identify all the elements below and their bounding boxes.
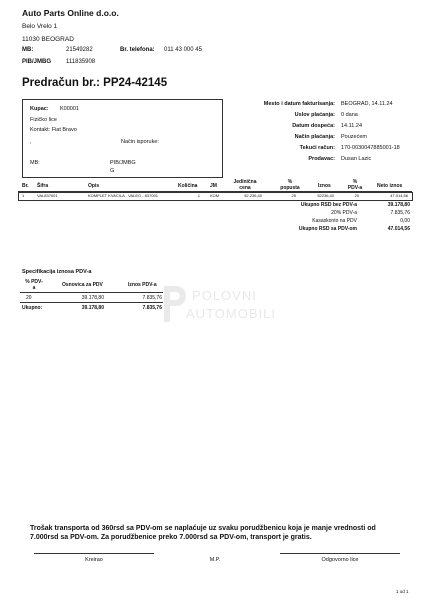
row-br: 1 bbox=[22, 193, 25, 198]
vat-header-rule bbox=[20, 292, 163, 293]
watermark-logo bbox=[160, 282, 280, 332]
signature-line-right bbox=[280, 553, 400, 554]
company-phone-label: Br. telefona: bbox=[120, 47, 155, 53]
meta-label-0: Mesto i datum fakturisanja: bbox=[263, 101, 335, 107]
watermark-line1: POLOVNI bbox=[192, 288, 257, 303]
row-sifra: VAL837001 bbox=[37, 193, 58, 198]
meta-value-1: 0 dana bbox=[341, 112, 358, 118]
watermark-line2: AUTOMOBILI bbox=[186, 306, 276, 321]
vat-col-rate-1: % PDV- bbox=[25, 279, 43, 285]
col-popust-2: popusta bbox=[280, 185, 300, 191]
document-title: Predračun br.: PP24-42145 bbox=[22, 77, 168, 89]
buyer-pib-label: PIB/JMBG bbox=[110, 160, 136, 166]
buyer-code: K00001 bbox=[60, 106, 79, 112]
col-jed-cena-1: Jedinična bbox=[233, 179, 257, 185]
buyer-person: Fizičko lice bbox=[30, 117, 57, 123]
row-popust: 25 bbox=[291, 193, 296, 198]
col-pdv-1: % bbox=[352, 179, 358, 185]
company-pib-value: 111835908 bbox=[66, 59, 96, 65]
company-name: Auto Parts Online d.o.o. bbox=[22, 8, 119, 18]
buyer-contact: Kontakt: Fiat Bravo bbox=[30, 127, 77, 133]
transport-notice: Trošak transporta od 360rsd sa PDV-om se naplaćuje uz svaku porudžbenicu koja je manje vrednosti od 7.000rsd sa PDV-om. Za porudžbenice preko 7.000rsd sa PDV-om, transport je gratis. bbox=[30, 525, 376, 541]
total-label-3: Ukupno RSD sa PDV-om bbox=[298, 226, 357, 232]
company-pib-label: PIB/JMBG bbox=[22, 59, 52, 65]
signature-left-label: Kreirao bbox=[85, 557, 103, 563]
vat-total-amount: 7.835,76 bbox=[142, 305, 162, 311]
vat-col-base: Osnovica za PDV bbox=[62, 282, 103, 288]
meta-label-2: Datum dospeća: bbox=[292, 123, 335, 129]
total-value-0: 39.178,80 bbox=[387, 202, 410, 208]
total-value-1: 7.835,76 bbox=[390, 210, 410, 216]
vat-total-label: Ukupno: bbox=[22, 305, 43, 311]
col-br: Br. bbox=[22, 183, 29, 189]
buyer-pib-value: G bbox=[110, 168, 115, 174]
vat-row-amount: 7.835,76 bbox=[142, 295, 162, 301]
company-city: 11030 BEOGRAD bbox=[22, 36, 74, 43]
total-label-1: 20% PDV-a bbox=[331, 210, 357, 216]
col-neto: Neto iznos bbox=[377, 183, 403, 189]
totals-rule bbox=[263, 200, 412, 201]
meta-value-5: Dusan Lazic bbox=[341, 156, 372, 162]
col-pdv-2: PDV-a bbox=[347, 185, 363, 191]
vat-row-base: 39.178,80 bbox=[81, 295, 104, 301]
row-pdv: 20 bbox=[354, 193, 359, 198]
signature-line-left bbox=[34, 553, 154, 554]
page-number: 1 od 1 bbox=[396, 589, 409, 594]
meta-value-2: 14.11.24 bbox=[341, 123, 363, 129]
meta-label-5: Prodavac: bbox=[308, 156, 335, 162]
meta-value-4: 170-0030047885001-18 bbox=[341, 145, 400, 151]
vat-col-rate-2: a bbox=[32, 285, 36, 291]
company-street: Belo Vrelo 1 bbox=[22, 23, 58, 30]
buyer-delivery-label: Način isporuke: bbox=[121, 139, 159, 145]
row-opis: KOMPLET KVACILA - VALEO - 837001 bbox=[88, 193, 159, 198]
total-value-3: 47.014,56 bbox=[387, 226, 410, 232]
buyer-comma: , bbox=[30, 139, 32, 145]
row-jm: KOM bbox=[210, 193, 220, 198]
vat-spec-title: Specifikacija iznosa PDV-a bbox=[22, 269, 92, 275]
row-cena: 52.236,40 bbox=[244, 193, 262, 198]
company-phone-value: 011 43 000 45 bbox=[164, 47, 202, 53]
col-sifra: Šifra bbox=[37, 183, 49, 189]
row-neto: 47.014,56 bbox=[390, 193, 408, 198]
total-label-0: Ukupno RSD bez PDV-a bbox=[300, 202, 357, 208]
col-opis: Opis bbox=[88, 183, 100, 189]
row-iznos: 52236,40 bbox=[317, 193, 334, 198]
row-kolicina: 1 bbox=[197, 193, 200, 198]
total-label-2: Kasaskonto na PDV bbox=[312, 218, 357, 224]
meta-label-3: Način plaćanja: bbox=[294, 134, 335, 140]
meta-label-4: Tekući račun: bbox=[299, 145, 335, 151]
col-jed-cena-2: cena bbox=[239, 185, 251, 191]
signature-right-label: Odgovorno lice bbox=[321, 557, 359, 563]
col-popust-1: % bbox=[287, 179, 293, 185]
total-value-2: 0,00 bbox=[400, 218, 410, 224]
meta-value-3: Pouzećem bbox=[341, 134, 367, 140]
col-jm: JM bbox=[210, 183, 217, 189]
vat-total-rule bbox=[20, 302, 163, 303]
vat-col-amount: Iznos PDV-a bbox=[128, 282, 157, 288]
meta-label-1: Uslov plaćanja: bbox=[294, 112, 335, 118]
col-iznos: Iznos bbox=[318, 183, 331, 189]
buyer-label: Kupac: bbox=[30, 106, 49, 112]
company-mb-value: 21549282 bbox=[66, 47, 93, 53]
vat-total-base: 39.178,80 bbox=[81, 305, 104, 311]
meta-value-0: BEOGRAD, 14.11.24 bbox=[341, 101, 393, 107]
watermark-p-icon bbox=[160, 284, 188, 324]
vat-row-rate: 20 bbox=[26, 295, 32, 301]
company-mb-label: MB: bbox=[22, 47, 34, 53]
buyer-mb-label: MB: bbox=[30, 160, 40, 166]
signature-mp-label: M.P. bbox=[209, 557, 221, 563]
col-kolicina: Količina bbox=[178, 183, 198, 189]
